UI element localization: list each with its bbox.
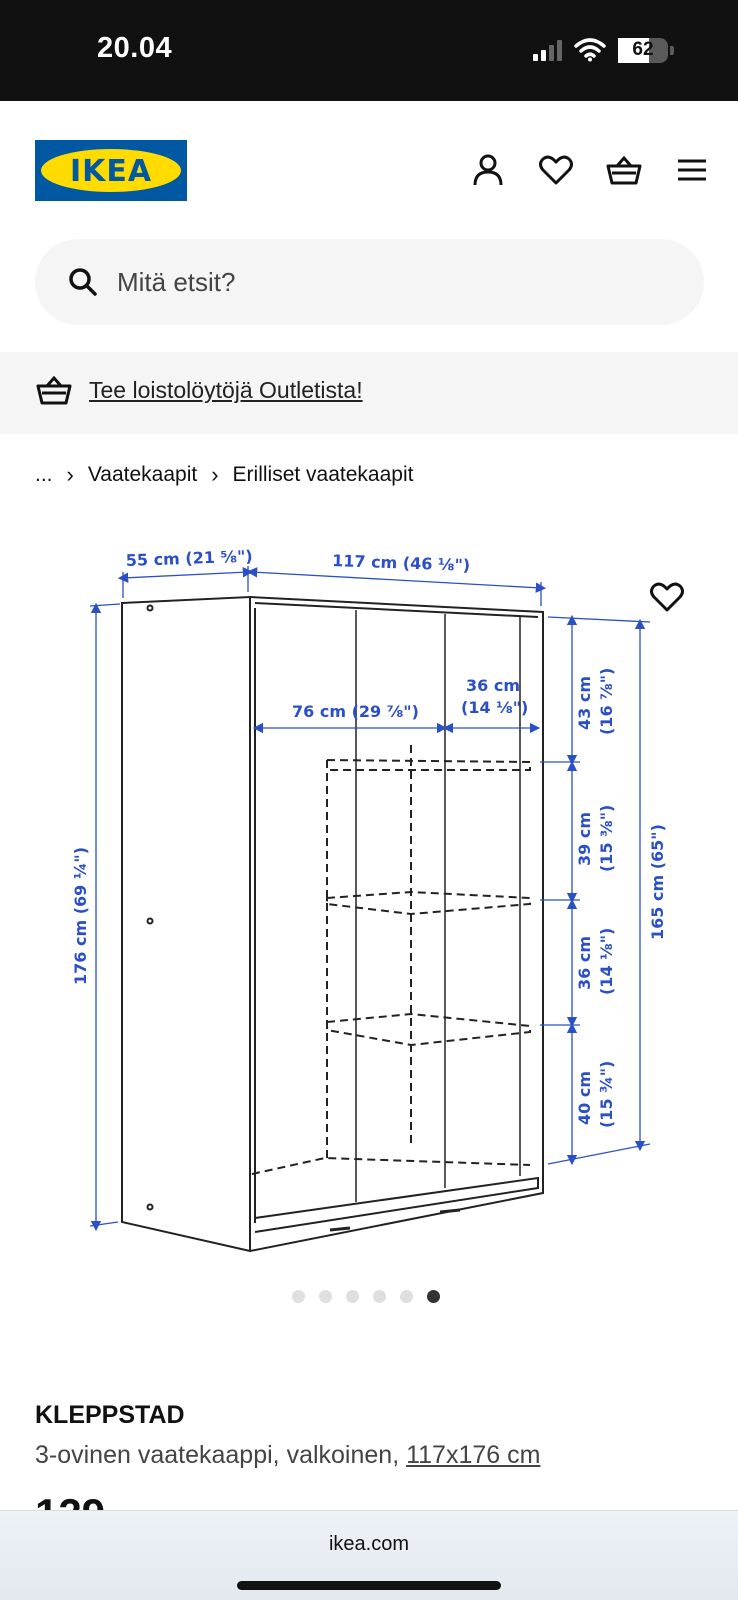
wardrobe-outline <box>122 597 543 1251</box>
home-indicator[interactable] <box>237 1581 501 1590</box>
inner-height-label: 165 cm (65") <box>648 824 667 940</box>
search-icon <box>67 266 99 298</box>
breadcrumb <box>35 462 413 488</box>
site-header <box>0 101 738 239</box>
account-icon[interactable] <box>468 150 508 190</box>
rail-width-in-label: (14 ⅛") <box>461 698 529 717</box>
shelf-gap-1-label: 43 cm <box>575 676 594 730</box>
cellular-signal-icon <box>533 39 562 61</box>
inner-width-label: 76 cm (29 ⅞") <box>292 702 419 721</box>
product-price <box>35 1490 105 1510</box>
rail-width-cm-label: 36 cm <box>466 676 520 695</box>
logo-oval <box>41 149 181 192</box>
search-bar[interactable] <box>35 239 704 325</box>
menu-icon[interactable] <box>672 150 712 190</box>
status-time: 20.04 <box>97 32 173 64</box>
depth-label: 55 cm (21 ⅝") <box>125 546 253 570</box>
url-text[interactable]: ikea.com <box>328 1533 410 1555</box>
product-size-link[interactable]: 117x176 cm <box>406 1441 541 1469</box>
carousel-dot[interactable] <box>373 1290 386 1303</box>
shelf-gap-4-label: 40 cm <box>575 1071 594 1125</box>
status-icons <box>533 36 674 64</box>
shelf-gap-1-in-label: (16 ⅞") <box>597 667 616 735</box>
shelf-gap-3-in-label: (14 ⅛") <box>597 927 616 995</box>
ikea-logo[interactable] <box>35 140 187 201</box>
battery-cap <box>670 46 674 55</box>
outlet-link[interactable]: Tee loistolöytöjä Outletista! <box>89 377 363 403</box>
breadcrumb-ellipsis[interactable]: ... <box>35 463 53 486</box>
browser-address-bar[interactable] <box>0 1510 738 1600</box>
product-description <box>35 1441 540 1470</box>
shopping-basket-icon[interactable] <box>604 150 644 190</box>
image-carousel-dots <box>292 1290 440 1303</box>
search-input[interactable] <box>117 239 677 325</box>
battery-percentage: 62 <box>632 38 654 60</box>
battery-icon <box>618 38 668 63</box>
chevron-right-icon: › <box>66 462 74 487</box>
height-label: 176 cm (69 ¼") <box>71 846 90 985</box>
outlet-banner <box>0 352 738 434</box>
shelf-gap-3-label: 36 cm <box>575 936 594 990</box>
shelf-gap-2-in-label: (15 ⅜") <box>597 804 616 872</box>
status-bar <box>0 0 738 101</box>
breadcrumb-item-vaatekaapit[interactable]: Vaatekaapit <box>87 463 198 486</box>
shopping-basket-icon <box>36 374 72 406</box>
wifi-icon <box>574 38 606 62</box>
product-dimension-drawing[interactable] <box>40 525 700 1265</box>
width-label: 117 cm (46 ⅛") <box>331 551 471 575</box>
breadcrumb-item-erilliset-vaatekaapit[interactable]: Erilliset vaatekaapit <box>232 463 414 486</box>
product-description-text: 3-ovinen vaatekaappi, valkoinen, <box>35 1441 407 1469</box>
carousel-dot[interactable] <box>292 1290 305 1303</box>
product-name: KLEPPSTAD <box>35 1401 185 1429</box>
carousel-dot[interactable] <box>427 1290 440 1303</box>
heart-icon[interactable] <box>536 150 576 190</box>
shelf-gap-2-label: 39 cm <box>575 812 594 866</box>
carousel-dot[interactable] <box>346 1290 359 1303</box>
header-icons <box>468 150 712 190</box>
carousel-dot[interactable] <box>319 1290 332 1303</box>
logo-text: IKEA <box>69 154 153 189</box>
add-to-wishlist-heart-icon[interactable] <box>650 582 690 622</box>
shelf-gap-4-in-label: (15 ¾") <box>597 1060 616 1128</box>
chevron-right-icon: › <box>211 462 219 487</box>
carousel-dot[interactable] <box>400 1290 413 1303</box>
